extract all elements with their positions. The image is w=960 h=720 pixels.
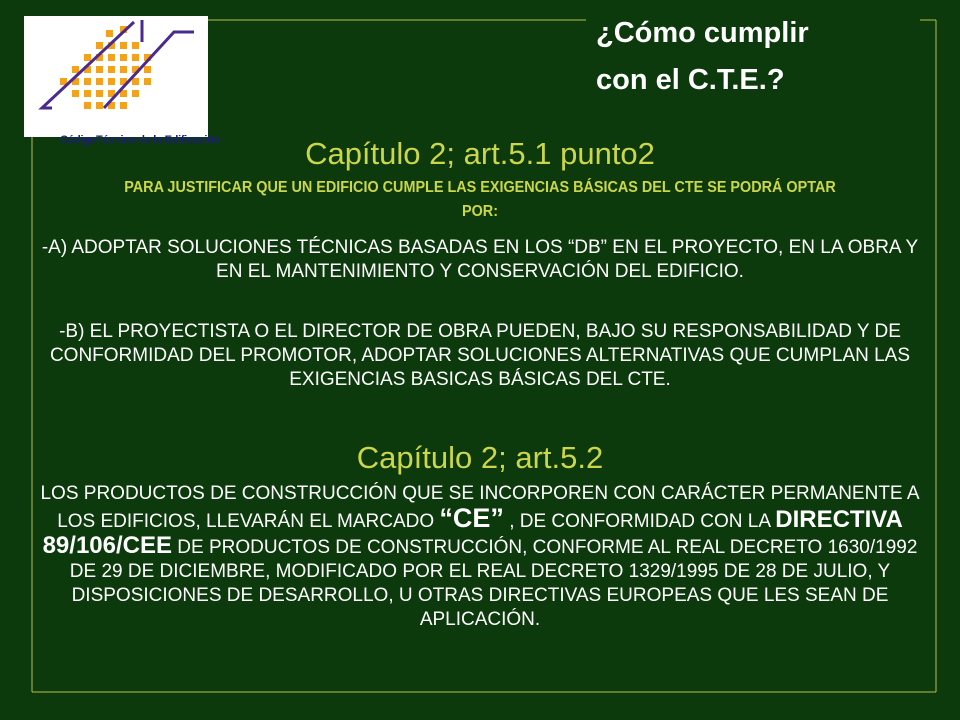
option-b-text: -B) EL PROYECTISTA O EL DIRECTOR DE OBRA PUEDEN, BAJO SU RESPONSABILIDAD Y DE CONFORMIDAD DEL PROMOTOR, ADOPTAR SOLUCIONES ALTERNATIVAS QUE CUMPLAN LAS EXIGENCIAS BASICAS BÁSICAS DEL CTE. (49, 321, 911, 390)
cte-logo (24, 16, 220, 146)
section-2-text-3: DE PRODUCTOS DE CONSTRUCCIÓN, CONFORME AL REAL DECRETO 1630/1992 DE 29 DE DICIEMBRE, MODIFICADO POR EL REAL DECRETO 1329/1995 DE 28 DE JULIO, Y DISPOSICIONES DE DESARROLLO, U OTRAS DIRECTIVAS EUROPEAS QUE LES SEAN DE APLICACIÓN. (69, 537, 918, 630)
section-2-title: Capítulo 2; art.5.2 (356, 440, 604, 475)
slide-title (596, 10, 936, 104)
section-2-text-1: LOS PRODUCTOS DE CONSTRUCCIÓN QUE SE INCORPOREN CON CARÁCTER PERMANENTE A LOS EDIFICIOS, LLEVARÁN EL MARCADO (40, 483, 920, 532)
directive-label: DIRECTIVA 89/106/CEE (42, 506, 903, 559)
option-a-text: -A) ADOPTAR SOLUCIONES TÉCNICAS BASADAS EN LOS “DB” EN EL PROYECTO, EN LA OBRA Y EN EL MANTENIMIENTO Y CONSERVACIÓN DEL EDIFICIO. (41, 237, 919, 282)
slide-title-line-2: con el C.T.E.? (596, 64, 785, 96)
section-2-text (40, 482, 920, 632)
section-1-subtitle: PARA JUSTIFICAR QUE UN EDIFICIO CUMPLE LAS EXIGENCIAS BÁSICAS DEL CTE SE PODRÁ OPTAR POR: (124, 179, 836, 220)
section-2-text-2: , DE CONFORMIDAD CON LA (503, 511, 776, 532)
building-grid-icon (24, 16, 208, 137)
logo-caption: CódigoTécnico de la Edificación (59, 134, 220, 146)
ce-mark-label: “CE” (439, 503, 504, 533)
slide-title-line-1: ¿Cómo cumplir (596, 17, 809, 49)
section-1-title: Capítulo 2; art.5.1 punto2 (305, 136, 655, 171)
